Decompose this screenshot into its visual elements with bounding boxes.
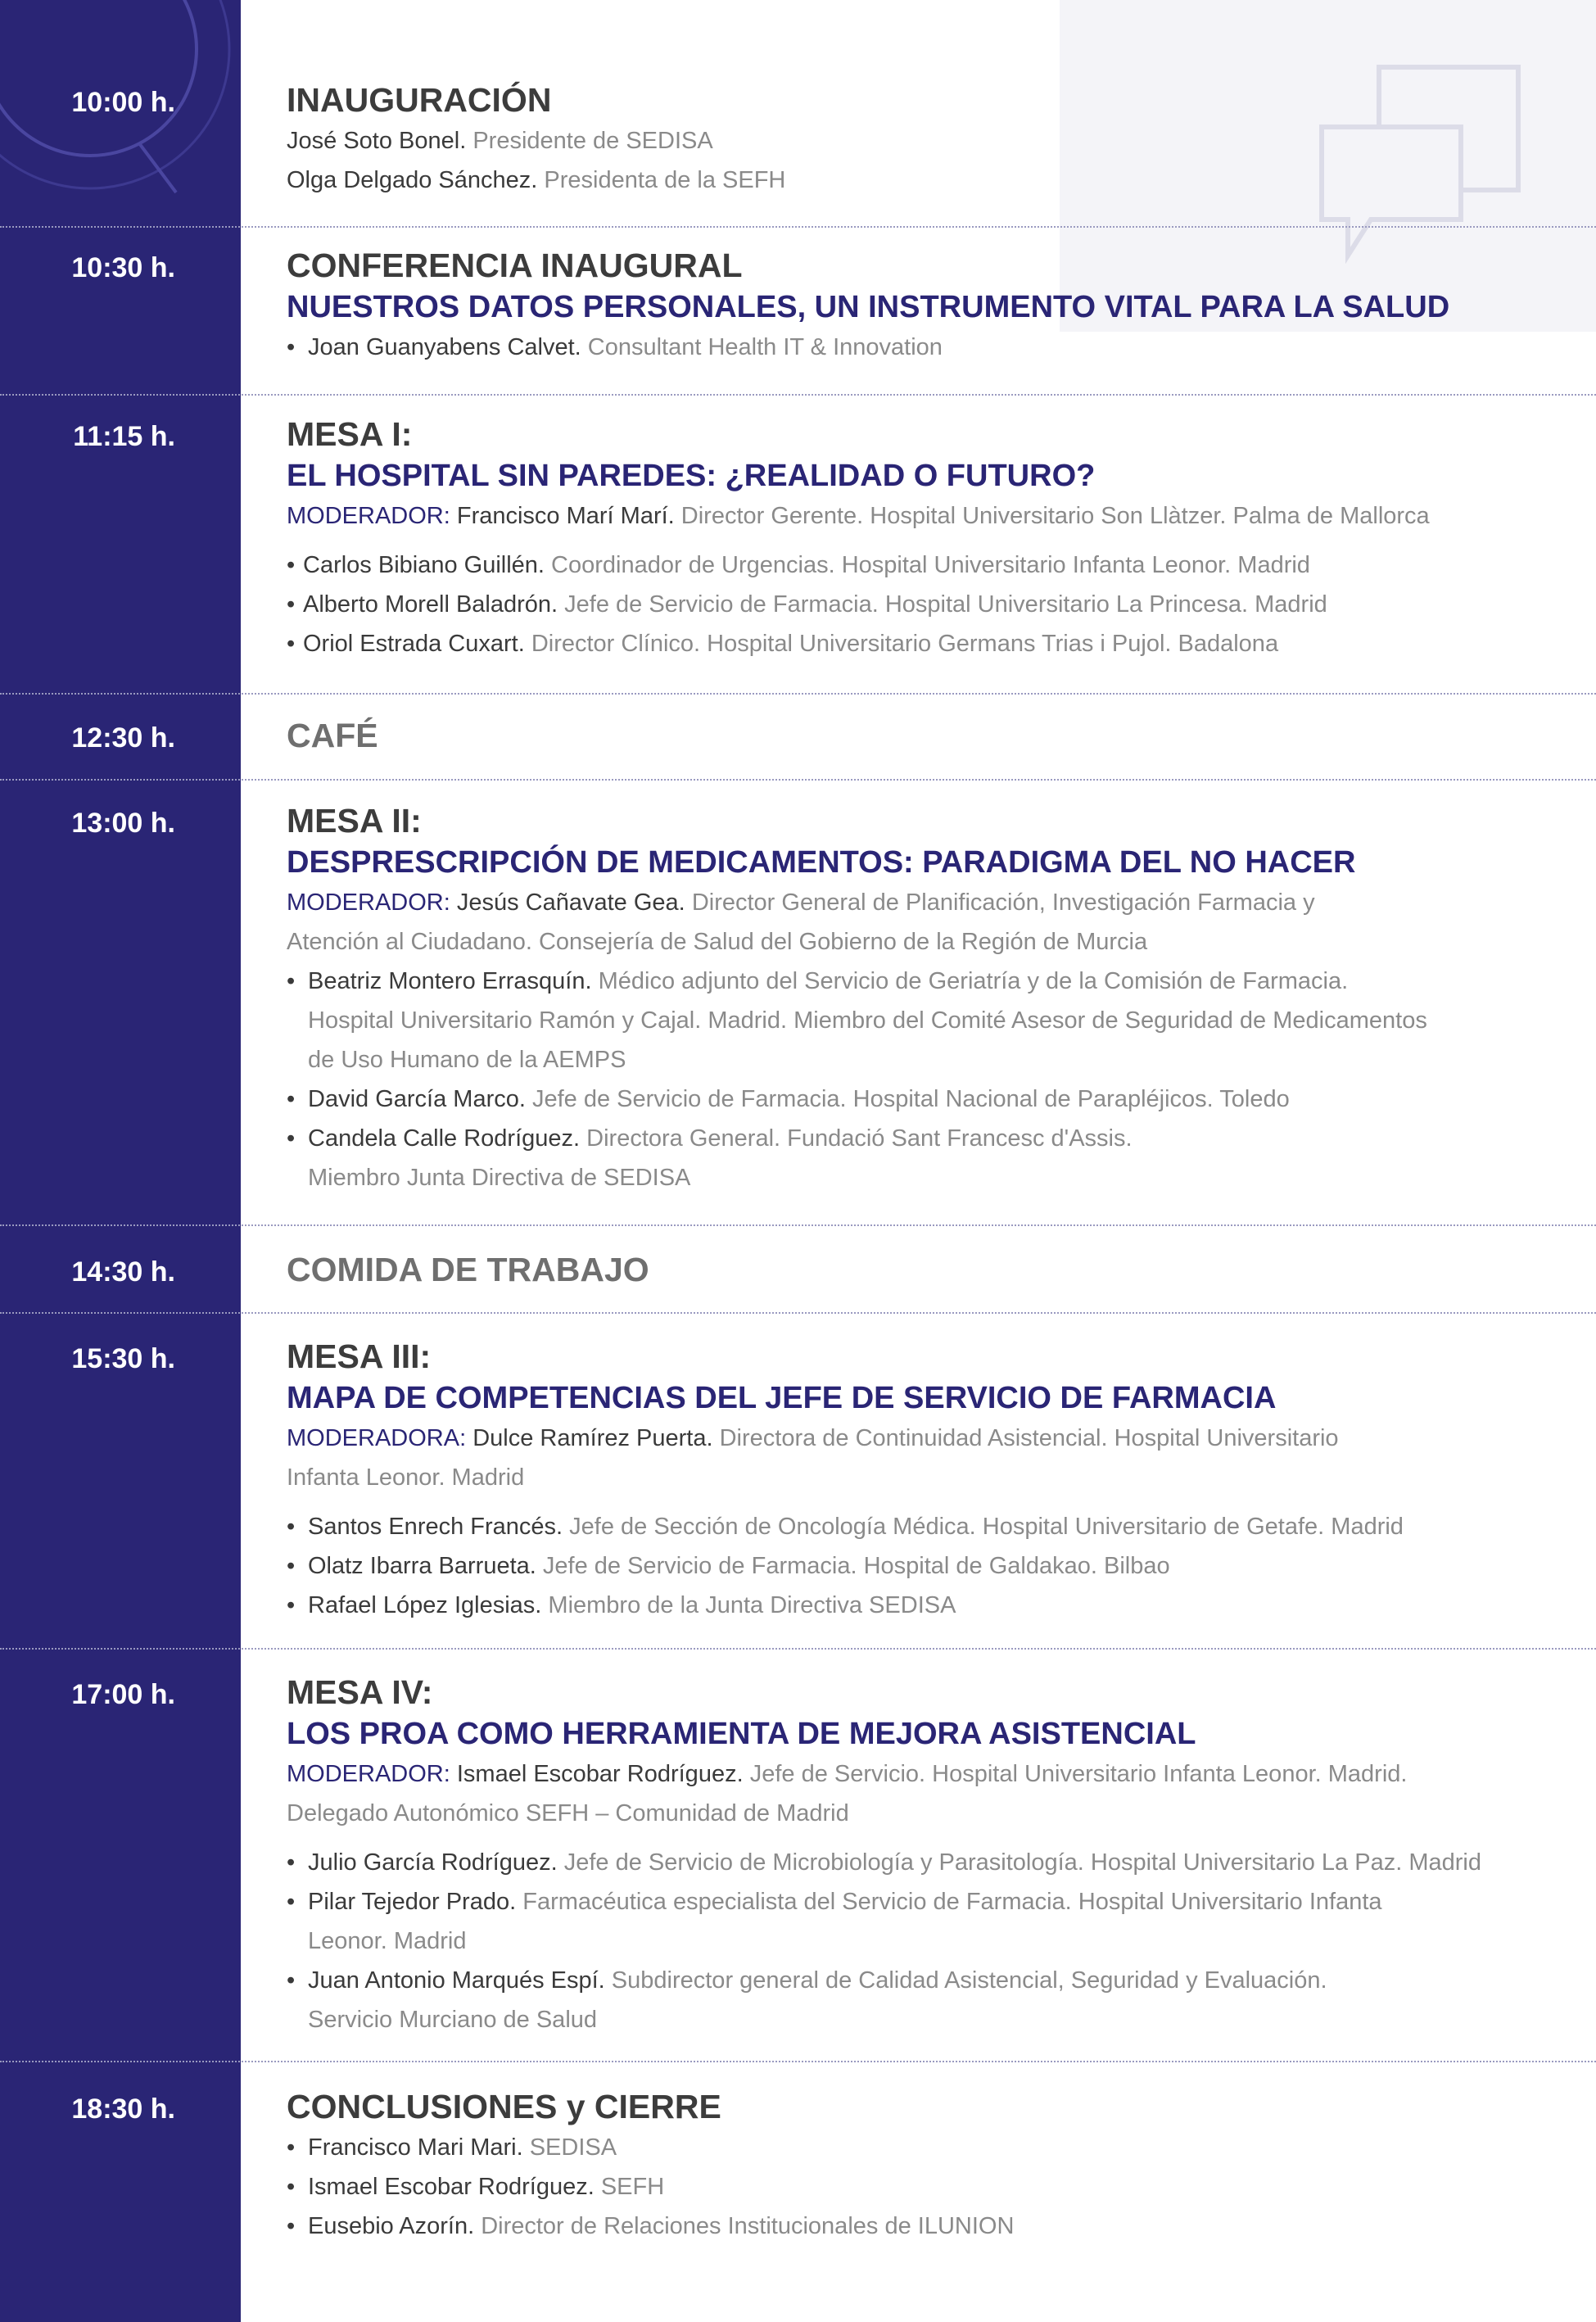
sidebar (0, 0, 241, 2322)
speaker: • Francisco Mari Mari. SEDISA (287, 2134, 617, 2161)
session-subtitle: MAPA DE COMPETENCIAS DEL JEFE DE SERVICIO DE FARMACIA (287, 1381, 1277, 1415)
session-title: MESA I: (287, 415, 413, 453)
session-title: CONFERENCIA INAUGURAL (287, 247, 743, 284)
session-title: COMIDA DE TRABAJO (287, 1251, 649, 1288)
magnifier-outline-icon (0, 0, 241, 246)
session-time: 14:30 h. (71, 1256, 175, 1288)
divider (0, 394, 1596, 396)
moderator: MODERADORA: Dulce Ramírez Puerta. Directora de Continuidad Asistencial. Hospital Universitario (287, 1425, 1339, 1451)
moderator: MODERADOR: Ismael Escobar Rodríguez. Jefe de Servicio. Hospital Universitario Infanta Leonor. Madrid. (287, 1761, 1408, 1787)
speaker: • Pilar Tejedor Prado. Farmacéutica especialista del Servicio de Farmacia. Hospital Universitario Infanta (287, 1889, 1382, 1915)
divider (0, 1224, 1596, 1226)
moderator: MODERADOR: Jesús Cañavate Gea. Director General de Planificación, Investigación Farmacia y (287, 889, 1315, 916)
moderator-role-cont: Delegado Autonómico SEFH – Comunidad de Madrid (287, 1800, 849, 1826)
speaker: • Alberto Morell Baladrón. Jefe de Servicio de Farmacia. Hospital Universitario La Princesa. Madrid (287, 591, 1327, 618)
speaker: • Oriol Estrada Cuxart. Director Clínico. Hospital Universitario Germans Trias i Pujol. Badalona (287, 631, 1279, 657)
divider (0, 1648, 1596, 1650)
session-time: 11:15 h. (73, 421, 175, 452)
moderator: MODERADOR: Francisco Marí Marí. Director Gerente. Hospital Universitario Son Llàtzer. Palma de Mallorca (287, 503, 1430, 529)
speaker: • Beatriz Montero Errasquín. Médico adjunto del Servicio de Geriatría y de la Comisión de Farmacia. (287, 968, 1349, 994)
divider (0, 226, 1596, 228)
session-title: CAFÉ (287, 717, 378, 754)
session-time: 13:00 h. (71, 808, 175, 839)
session-time: 12:30 h. (71, 722, 175, 754)
speaker: • Rafael López Iglesias. Miembro de la Junta Directiva SEDISA (287, 1592, 956, 1618)
speaker: • Santos Enrech Francés. Jefe de Sección de Oncología Médica. Hospital Universitario de Getafe. Madrid (287, 1514, 1404, 1540)
session-title: MESA IV: (287, 1673, 433, 1711)
speaker-role-cont: Servicio Murciano de Salud (308, 2007, 598, 2033)
session-title: CONCLUSIONES y CIERRE (287, 2088, 721, 2125)
speaker-role-cont: Hospital Universitario Ramón y Cajal. Madrid. Miembro del Comité Asesor de Seguridad de Medicamentos (308, 1007, 1427, 1034)
session-title: INAUGURACIÓN (287, 81, 552, 119)
session-subtitle: NUESTROS DATOS PERSONALES, UN INSTRUMENTO VITAL PARA LA SALUD (287, 290, 1450, 324)
session-title: MESA III: (287, 1338, 432, 1375)
session-time: 10:00 h. (71, 87, 175, 118)
speaker: • Eusebio Azorín. Director de Relaciones Institucionales de ILUNION (287, 2213, 1015, 2239)
session-time: 17:00 h. (71, 1679, 175, 1710)
divider (0, 693, 1596, 695)
session-time: 18:30 h. (71, 2093, 175, 2125)
moderator-role-cont: Infanta Leonor. Madrid (287, 1464, 525, 1491)
speaker: • Joan Guanyabens Calvet. Consultant Health IT & Innovation (287, 334, 943, 360)
session-time: 10:30 h. (71, 252, 175, 283)
session-subtitle: EL HOSPITAL SIN PAREDES: ¿REALIDAD O FUTURO? (287, 459, 1096, 493)
speaker: • Ismael Escobar Rodríguez. SEFH (287, 2174, 665, 2200)
session-subtitle: DESPRESCRIPCIÓN DE MEDICAMENTOS: PARADIGMA DEL NO HACER (287, 845, 1356, 880)
divider (0, 1312, 1596, 1314)
moderator-role-cont: Atención al Ciudadano. Consejería de Salud del Gobierno de la Región de Murcia (287, 929, 1148, 955)
divider (0, 2061, 1596, 2062)
session-title: MESA II: (287, 802, 422, 840)
speaker: • Carlos Bibiano Guillén. Coordinador de Urgencias. Hospital Universitario Infanta Leonor. Madrid (287, 552, 1310, 578)
speaker: • Juan Antonio Marqués Espí. Subdirector general de Calidad Asistencial, Seguridad y Evaluación. (287, 1967, 1327, 1994)
speaker: Olga Delgado Sánchez. Presidenta de la SEFH (287, 167, 786, 193)
speaker: • David García Marco. Jefe de Servicio de Farmacia. Hospital Nacional de Parapléjicos. Toledo (287, 1086, 1290, 1112)
speaker-role-cont: Miembro Junta Directiva de SEDISA (308, 1165, 691, 1191)
speaker: • Julio García Rodríguez. Jefe de Servicio de Microbiología y Parasitología. Hospital Universitario La Paz. Madrid (287, 1849, 1481, 1876)
speaker: • Olatz Ibarra Barrueta. Jefe de Servicio de Farmacia. Hospital de Galdakao. Bilbao (287, 1553, 1170, 1579)
speaker-role-cont: Leonor. Madrid (308, 1928, 467, 1954)
divider (0, 779, 1596, 781)
speaker: José Soto Bonel. Presidente de SEDISA (287, 128, 713, 154)
session-time: 15:30 h. (71, 1343, 175, 1374)
speaker: • Candela Calle Rodríguez. Directora General. Fundació Sant Francesc d'Assis. (287, 1125, 1133, 1152)
session-subtitle: LOS PROA COMO HERRAMIENTA DE MEJORA ASISTENCIAL (287, 1717, 1196, 1751)
speaker-role-cont: de Uso Humano de la AEMPS (308, 1047, 626, 1073)
